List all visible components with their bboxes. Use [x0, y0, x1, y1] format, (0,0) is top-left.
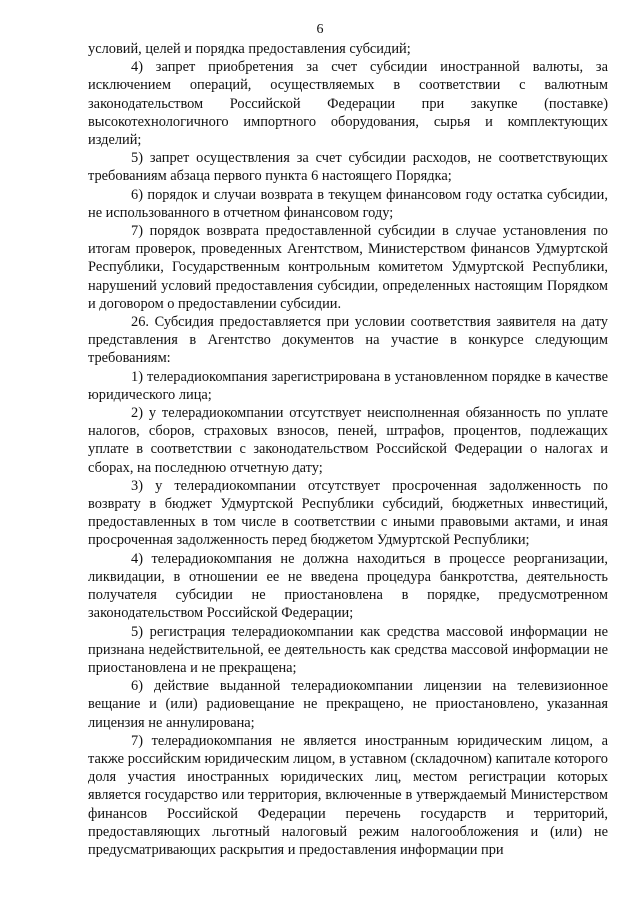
- paragraph: 4) телерадиокомпания не должна находиться в процессе реорганизации, ликвидации, в отношении ее не введена процедура банкротства, деятельность получателя субсидии не приостановлена в порядке, предусмотренном законодательством Российской Федерации;: [88, 550, 608, 622]
- paragraph: 3) у телерадиокомпании отсутствует просроченная задолженность по возврату в бюджет Удмуртской Республики субсидий, бюджетных инвестиций, предоставленных в том числе в соответствии с иными правовыми актами, и иная просроченная задолженность перед бюджетом Удмуртской Республики;: [88, 477, 608, 549]
- paragraph: 6) действие выданной телерадиокомпании лицензии на телевизионное вещание и (или) радиовещание не прекращено, не приостановлено, указанная лицензия не аннулирована;: [88, 678, 608, 731]
- paragraph: 5) запрет осуществления за счет субсидии расходов, не соответствующих требованиям абзаца первого пункта 6 настоящего Порядка;: [88, 150, 608, 185]
- page-number: 6: [316, 22, 324, 37]
- paragraph: 7) телерадиокомпания не является иностранным юридическим лицом, а также российским юридическим лицом, в уставном (складочном) капитале которого доля участия иностранных юридических лиц, местом регистрации которых является государство или территория, включенные в утверждаемый Министерством финансов Российской Федерации перечень государств и территорий, предоставляющих льготный налоговый режим налогообложения и (или) не предусматривающих раскрытия и предоставления информации при: [88, 732, 608, 858]
- paragraph: 7) порядок возврата предоставленной субсидии в случае установления по итогам проверок, проведенных Агентством, Министерством финансов Удмуртской Республики, Государственным контрольным комитетом Удмуртской Республики, нарушений условий предоставления субсидии, определенных настоящим Порядком и договором о предоставлении субсидии.: [88, 223, 608, 312]
- paragraph: 5) регистрация телерадиокомпании как средства массовой информации не признана недействительной, ее деятельность как средства массовой информации не приостановлена и не прекращена;: [88, 623, 608, 676]
- paragraph: 26. Субсидия предоставляется при условии соответствия заявителя на дату представления в Агентство документов на участие в конкурсе следующим требованиям:: [88, 314, 608, 367]
- paragraph: 6) порядок и случаи возврата в текущем финансовом году остатка субсидии, не использованного в отчетном финансовом году;: [88, 186, 608, 221]
- paragraph: 4) запрет приобретения за счет субсидии иностранной валюты, за исключением операций, осуществляемых в соответствии с валютным законодательством Российской Федерации при закупке (поставке) высокотехнологичного импортного оборудования, сырья и комплектующих изделий;: [88, 59, 608, 149]
- paragraph: условий, целей и порядка предоставления субсидий;: [88, 41, 411, 57]
- paragraph: 2) у телерадиокомпании отсутствует неисполненная обязанность по уплате налогов, сборов, страховых взносов, пеней, штрафов, процентов, подлежащих уплате в соответствии с законодательством Российской Федерации о налогах и сборах, на последнюю отчетную дату;: [88, 405, 608, 476]
- document-body: [88, 40, 608, 859]
- paragraph: 1) телерадиокомпания зарегистрирована в установленном порядке в качестве юридического лица;: [88, 368, 608, 403]
